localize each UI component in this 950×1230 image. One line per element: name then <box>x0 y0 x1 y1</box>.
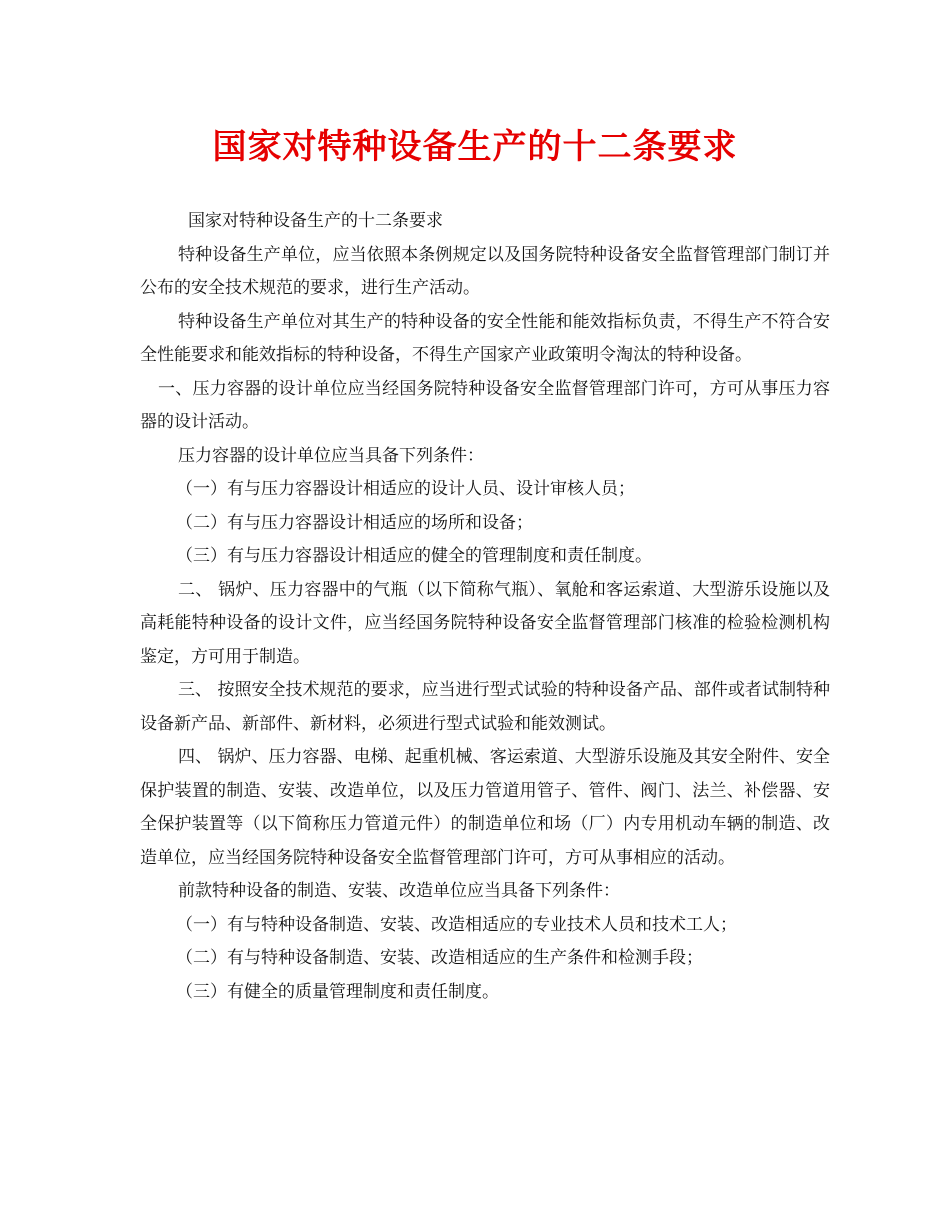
list-item: （一）有与特种设备制造、安装、改造相适应的专业技术人员和技术工人； <box>176 914 737 935</box>
document-title: 国家对特种设备生产的十二条要求 <box>212 127 738 167</box>
paragraph-intro: 特种设备生产单位，应当依照本条例规定以及国务院特种设备安全监督管理部门制订并公布的安全技术规范的要求，进行生产活动。 <box>140 244 830 298</box>
paragraph-section-2: 二、 锅炉、压力容器中的气瓶（以下简称气瓶）、氧舱和客运索道、大型游乐设施以及高耗能特种设备的设计文件，应当经国务院特种设备安全监督管理部门核准的检验检测机构鉴定，方可用于制造。 <box>140 579 830 667</box>
list-item: （二）有与特种设备制造、安装、改造相适应的生产条件和检测手段； <box>176 948 703 968</box>
paragraph-section-4: 四、 锅炉、压力容器、电梯、起重机械、客运索道、大型游乐设施及其安全附件、安全保护装置的制造、安装、改造单位，以及压力管道用管子、管件、阀门、法兰、补偿器、安全保护装置等（以下简称压力管道元件）的制造单位和场（厂）内专用机动车辆的制造、改造单位，应当经国务院特种设备安全监督管理部门许可，方可从事相应的活动。 <box>140 747 830 868</box>
list-item: （二）有与压力容器设计相适应的场所和设备； <box>176 512 533 533</box>
paragraph-conditions: 压力容器的设计单位应当具备下列条件： <box>178 445 484 466</box>
list-item: （三）有健全的质量管理制度和责任制度。 <box>176 981 499 1002</box>
paragraph-responsibility: 特种设备生产单位对其生产的特种设备的安全性能和能效指标负责，不得生产不符合安全性能要求和能效指标的特种设备，不得生产国家产业政策明令淘汰的特种设备。 <box>140 311 830 365</box>
paragraph-section-3: 三、 按照安全技术规范的要求，应当进行型式试验的特种设备产品、部件或者试制特种设备新产品、新部件、新材料，必须进行型式试验和能效测试。 <box>140 680 830 734</box>
list-item: （一）有与压力容器设计相适应的设计人员、设计审核人员； <box>176 479 635 499</box>
document-body <box>140 205 830 1009</box>
list-item: （三）有与压力容器设计相适应的健全的管理制度和责任制度。 <box>176 546 652 566</box>
paragraph-conditions: 前款特种设备的制造、安装、改造单位应当具备下列条件： <box>178 881 620 901</box>
paragraph-section-1: 一、压力容器的设计单位应当经国务院特种设备安全监督管理部门许可，方可从事压力容器的设计活动。 <box>140 378 830 432</box>
paragraph-subtitle: 国家对特种设备生产的十二条要求 <box>188 211 443 231</box>
